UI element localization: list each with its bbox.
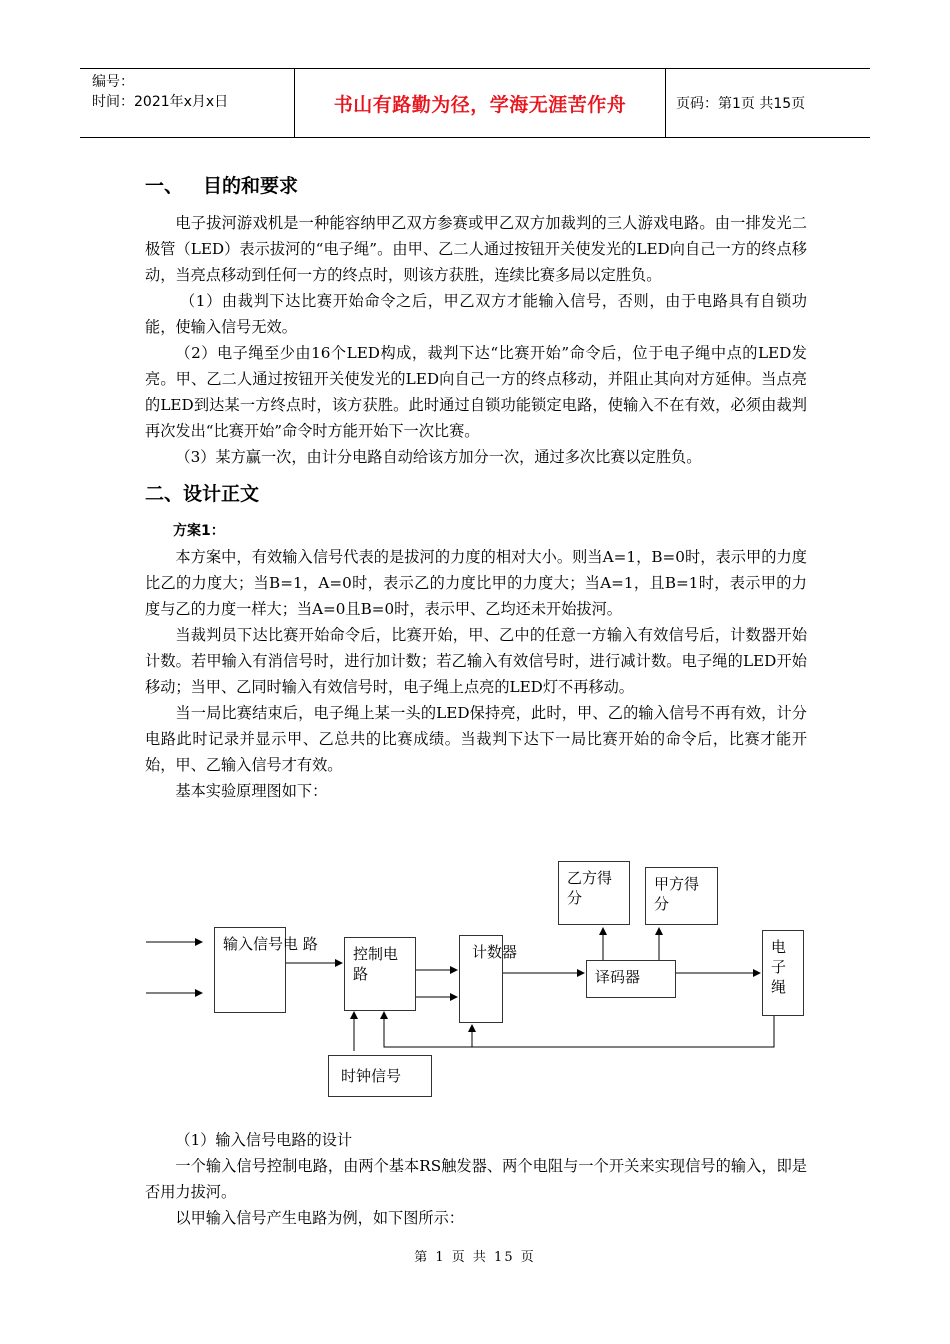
section2-paragraph-4: 基本实验原理图如下： — [175, 782, 328, 800]
section1-paragraph-4: （3）某方赢一次，由计分电路自动给该方加分一次，通过多次比赛以定胜负。 — [175, 448, 702, 466]
page-header — [80, 68, 870, 138]
section2-paragraph-3: 当一局比赛结束后，电子绳上某一头的LED保持亮，此时，甲、乙的输入信号不再有效，计分电路此时记录并显示甲、乙总共的比赛成绩。当裁判下达下一局比赛开始的命令后，比赛才能开始，甲、乙输入信号才有效。 — [145, 704, 807, 774]
section1-paragraph-3: （2）电子绳至少由16个LED构成，裁判下达“比赛开始”命令后，位于电子绳中点的LED发亮。甲、乙二人通过按钮开关使发光的LED向自己一方的终点移动，并阻止其向对方延伸。当点亮的LED到达某一方终点时，该方获胜。此时通过自锁功能锁定电路，使输入不在有效，必须由裁判再次发出“比赛开始”命令时方能开始下一次比赛。 — [145, 344, 807, 440]
yi-score-box: 乙方得分 — [558, 861, 630, 925]
section3-paragraph-2: 以甲输入信号产生电路为例，如下图所示： — [175, 1209, 464, 1227]
counter-box: 计数器 — [459, 935, 503, 1023]
main-content — [145, 168, 807, 804]
section3-subheading: （1）输入信号电路的设计 — [175, 1131, 353, 1149]
clock-signal-box: 时钟信号 — [328, 1055, 432, 1097]
section3-content — [145, 1127, 807, 1231]
control-circuit-box: 控制电路 — [344, 937, 416, 1011]
section1-heading — [145, 168, 807, 204]
date-label: 时间：2021年x月x日 — [92, 94, 229, 110]
section1-paragraph-2: （1）由裁判下达比赛开始命令之后，甲乙双方才能输入信号，否则，由于电路具有自锁功能，使输入信号无效。 — [145, 292, 807, 336]
decoder-box: 译码器 — [586, 960, 676, 998]
electronic-rope-box: 电子绳 — [762, 930, 804, 1016]
section1-number: 一、 — [145, 175, 184, 197]
header-motto: 书山有路勤为径，学海无涯苦作舟 — [295, 69, 666, 137]
page-footer: 第 1 页 共 15 页 — [414, 1250, 536, 1265]
section1-paragraph-1: 电子拔河游戏机是一种能容纳甲乙双方参赛或甲乙双方加裁判的三人游戏电路。由一排发光二极管（LED）表示拔河的“电子绳”。由甲、乙二人通过按钮开关使发光的LED向自己一方的终点移动，当亮点移动到任何一方的终点时，则该方获胜，连续比赛多局以定胜负。 — [145, 214, 807, 284]
section2-paragraph-1: 本方案中，有效输入信号代表的是拔河的力度的相对大小。则当A=1，B=0时，表示甲的力度比乙的力度大；当B=1，A=0时，表示乙的力度比甲的力度大；当A=1，且B=1时，表示甲的力度与乙的力度一样大；当A=0且B=0时，表示甲、乙均还未开始拔河。 — [145, 548, 807, 618]
header-meta — [80, 69, 295, 137]
section2-heading: 二、设计正文 — [145, 483, 260, 505]
section2-paragraph-2: 当裁判员下达比赛开始命令后，比赛开始，甲、乙中的任意一方输入有效信号后，计数器开始计数。若甲输入有消信号时，进行加计数；若乙输入有效信号时，进行减计数。电子绳的LED开始移动；当甲、乙同时输入有效信号时，电子绳上点亮的LED灯不再移动。 — [145, 626, 807, 696]
block-diagram — [140, 855, 820, 1105]
feedback-line — [384, 1012, 774, 1047]
section1-title: 目的和要求 — [203, 175, 299, 197]
plan-label: 方案1： — [173, 523, 225, 539]
section3-paragraph-1: 一个输入信号控制电路，由两个基本RS触发器、两个电阻与一个开关来实现信号的输入，即是否用力拔河。 — [145, 1157, 807, 1201]
input-signal-box: 输入信号电 路 — [214, 927, 286, 1013]
header-page-info: 页码：第1页 共15页 — [676, 96, 806, 112]
serial-label: 编号： — [92, 74, 134, 90]
jia-score-box: 甲方得分 — [645, 867, 718, 925]
